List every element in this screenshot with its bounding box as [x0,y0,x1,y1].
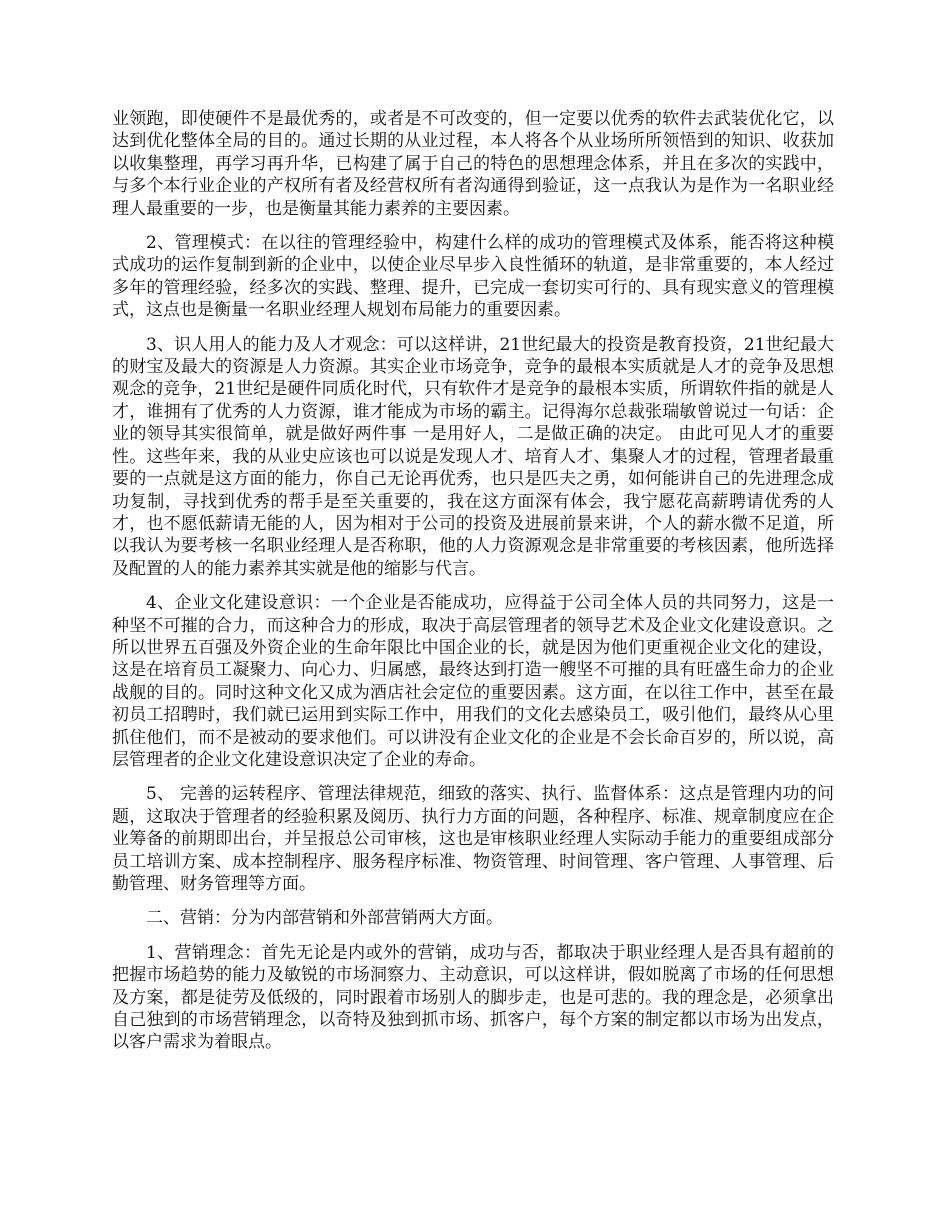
document-page [112,108,834,1066]
paragraph-corporate-culture: 4、企业文化建设意识：一个企业是否能成功，应得益于公司全体人员的共同努力，这是一种坚不可摧的合力，而这种合力的形成，取决于高层管理者的领导艺术及企业文化建设意识。之所以世界五百强及外资企业的生命年限比中国企业的长，就是因为他们更重视企业文化的建设，这是在培育员工凝聚力、向心力、归属感，最终达到打造一艘坚不可摧的具有旺盛生命力的企业战舰的目的。同时这种文化又成为酒店社会定位的重要因素。这方面，在以往工作中，甚至在最初员工招聘时，我们就已运用到实际工作中，用我们的文化去感染员工，吸引他们，最终从心里抓住他们，而不是被动的要求他们。可以讲没有企业文化的企业是不会长命百岁的，所以说，高层管理者的企业文化建设意识决定了企业的寿命。 [112,593,834,770]
paragraph-operating-procedures: 5、 完善的运转程序、管理法律规范，细致的落实、执行、监督体系：这点是管理内功的问题，这取决于管理者的经验积累及阅历、执行力方面的问题，各种程序、标准、规章制度应在企业筹备的前期即出台，并呈报总公司审核，这也是审核职业经理人实际动手能力的重要组成部分 员工培训方案、成本控制程序、服务程序标准、物资管理、时间管理、客户管理、人事管理、后勤管理、财务管理等方面。 [112,784,834,894]
paragraph-talent-concept: 3、识人用人的能力及人才观念：可以这样讲，21世纪最大的投资是教育投资，21世纪最大的财宝及最大的资源是人力资源。其实企业市场竞争，竞争的最根本实质就是人才的竞争及思想观念的竞争，21世纪是硬件同质化时代，只有软件才是竞争的最根本实质，所谓软件指的就是人才，谁拥有了优秀的人力资源，谁才能成为市场的霸主。记得海尔总裁张瑞敏曾说过一句话：企业的领导其实很简单，就是做好两件事 一是用好人，二是做正确的决定。 由此可见人才的重要性。这些年来，我的从业史应该也可以说是发现人才、培育人才、集聚人才的过程，管理者最重要的一点就是这方面的能力，你自己无论再优秀，也只是匹夫之勇，如何能讲自己的先进理念成功复制，寻找到优秀的帮手是至关重要的，我在这方面深有体会，我宁愿花高薪聘请优秀的人才，也不愿低薪请无能的人，因为相对于公司的投资及进展前景来讲，个人的薪水微不足道，所以我认为要考核一名职业经理人是否称职，他的人力资源观念是非常重要的考核因素，他所选择及配置的人的能力素养其实就是他的缩影与代言。 [112,334,834,579]
paragraph-marketing-concept: 1、营销理念：首先无论是内或外的营销，成功与否，都取决于职业经理人是否具有超前的把握市场趋势的能力及敏锐的市场洞察力、主动意识，可以这样讲，假如脱离了市场的任何思想及方案，都是徒劳及低级的，同时跟着市场别人的脚步走，也是可悲的。我的理念是，必须拿出自己独到的市场营销理念，以奇特及独到抓市场、抓客户，每个方案的制定都以市场为出发点，以客户需求为着眼点。 [112,942,834,1053]
paragraph-continuation: 业领跑，即使硬件不是最优秀的，或者是不可改变的，但一定要以优秀的软件去武装优化它，以达到优化整体全局的目的。通过长期的从业过程，本人将各个从业场所所领悟到的知识、收获加以收集整理，再学习再升华，已构建了属于自己的特色的思想理念体系，并且在多次的实践中，与多个本行业企业的产权所有者及经营权所有者沟通得到验证，这一点我认为是作为一名职业经理人最重要的一步，也是衡量其能力素养的主要因素。 [112,109,834,219]
paragraph-marketing-heading: 二、营销：分为内部营销和外部营销两大方面。 [146,908,503,929]
paragraph-management-model: 2、管理模式：在以往的管理经验中，构建什么样的成功的管理模式及体系，能否将这种模式成功的运作复制到新的企业中，以使企业尽早步入良性循环的轨道，是非常重要的，本人经过多年的管理经验，经多次的实践、整理、提升，已完成一套切实可行的、具有现实意义的管理模式，这点也是衡量一名职业经理人规划布局能力的重要因素。 [112,233,834,321]
